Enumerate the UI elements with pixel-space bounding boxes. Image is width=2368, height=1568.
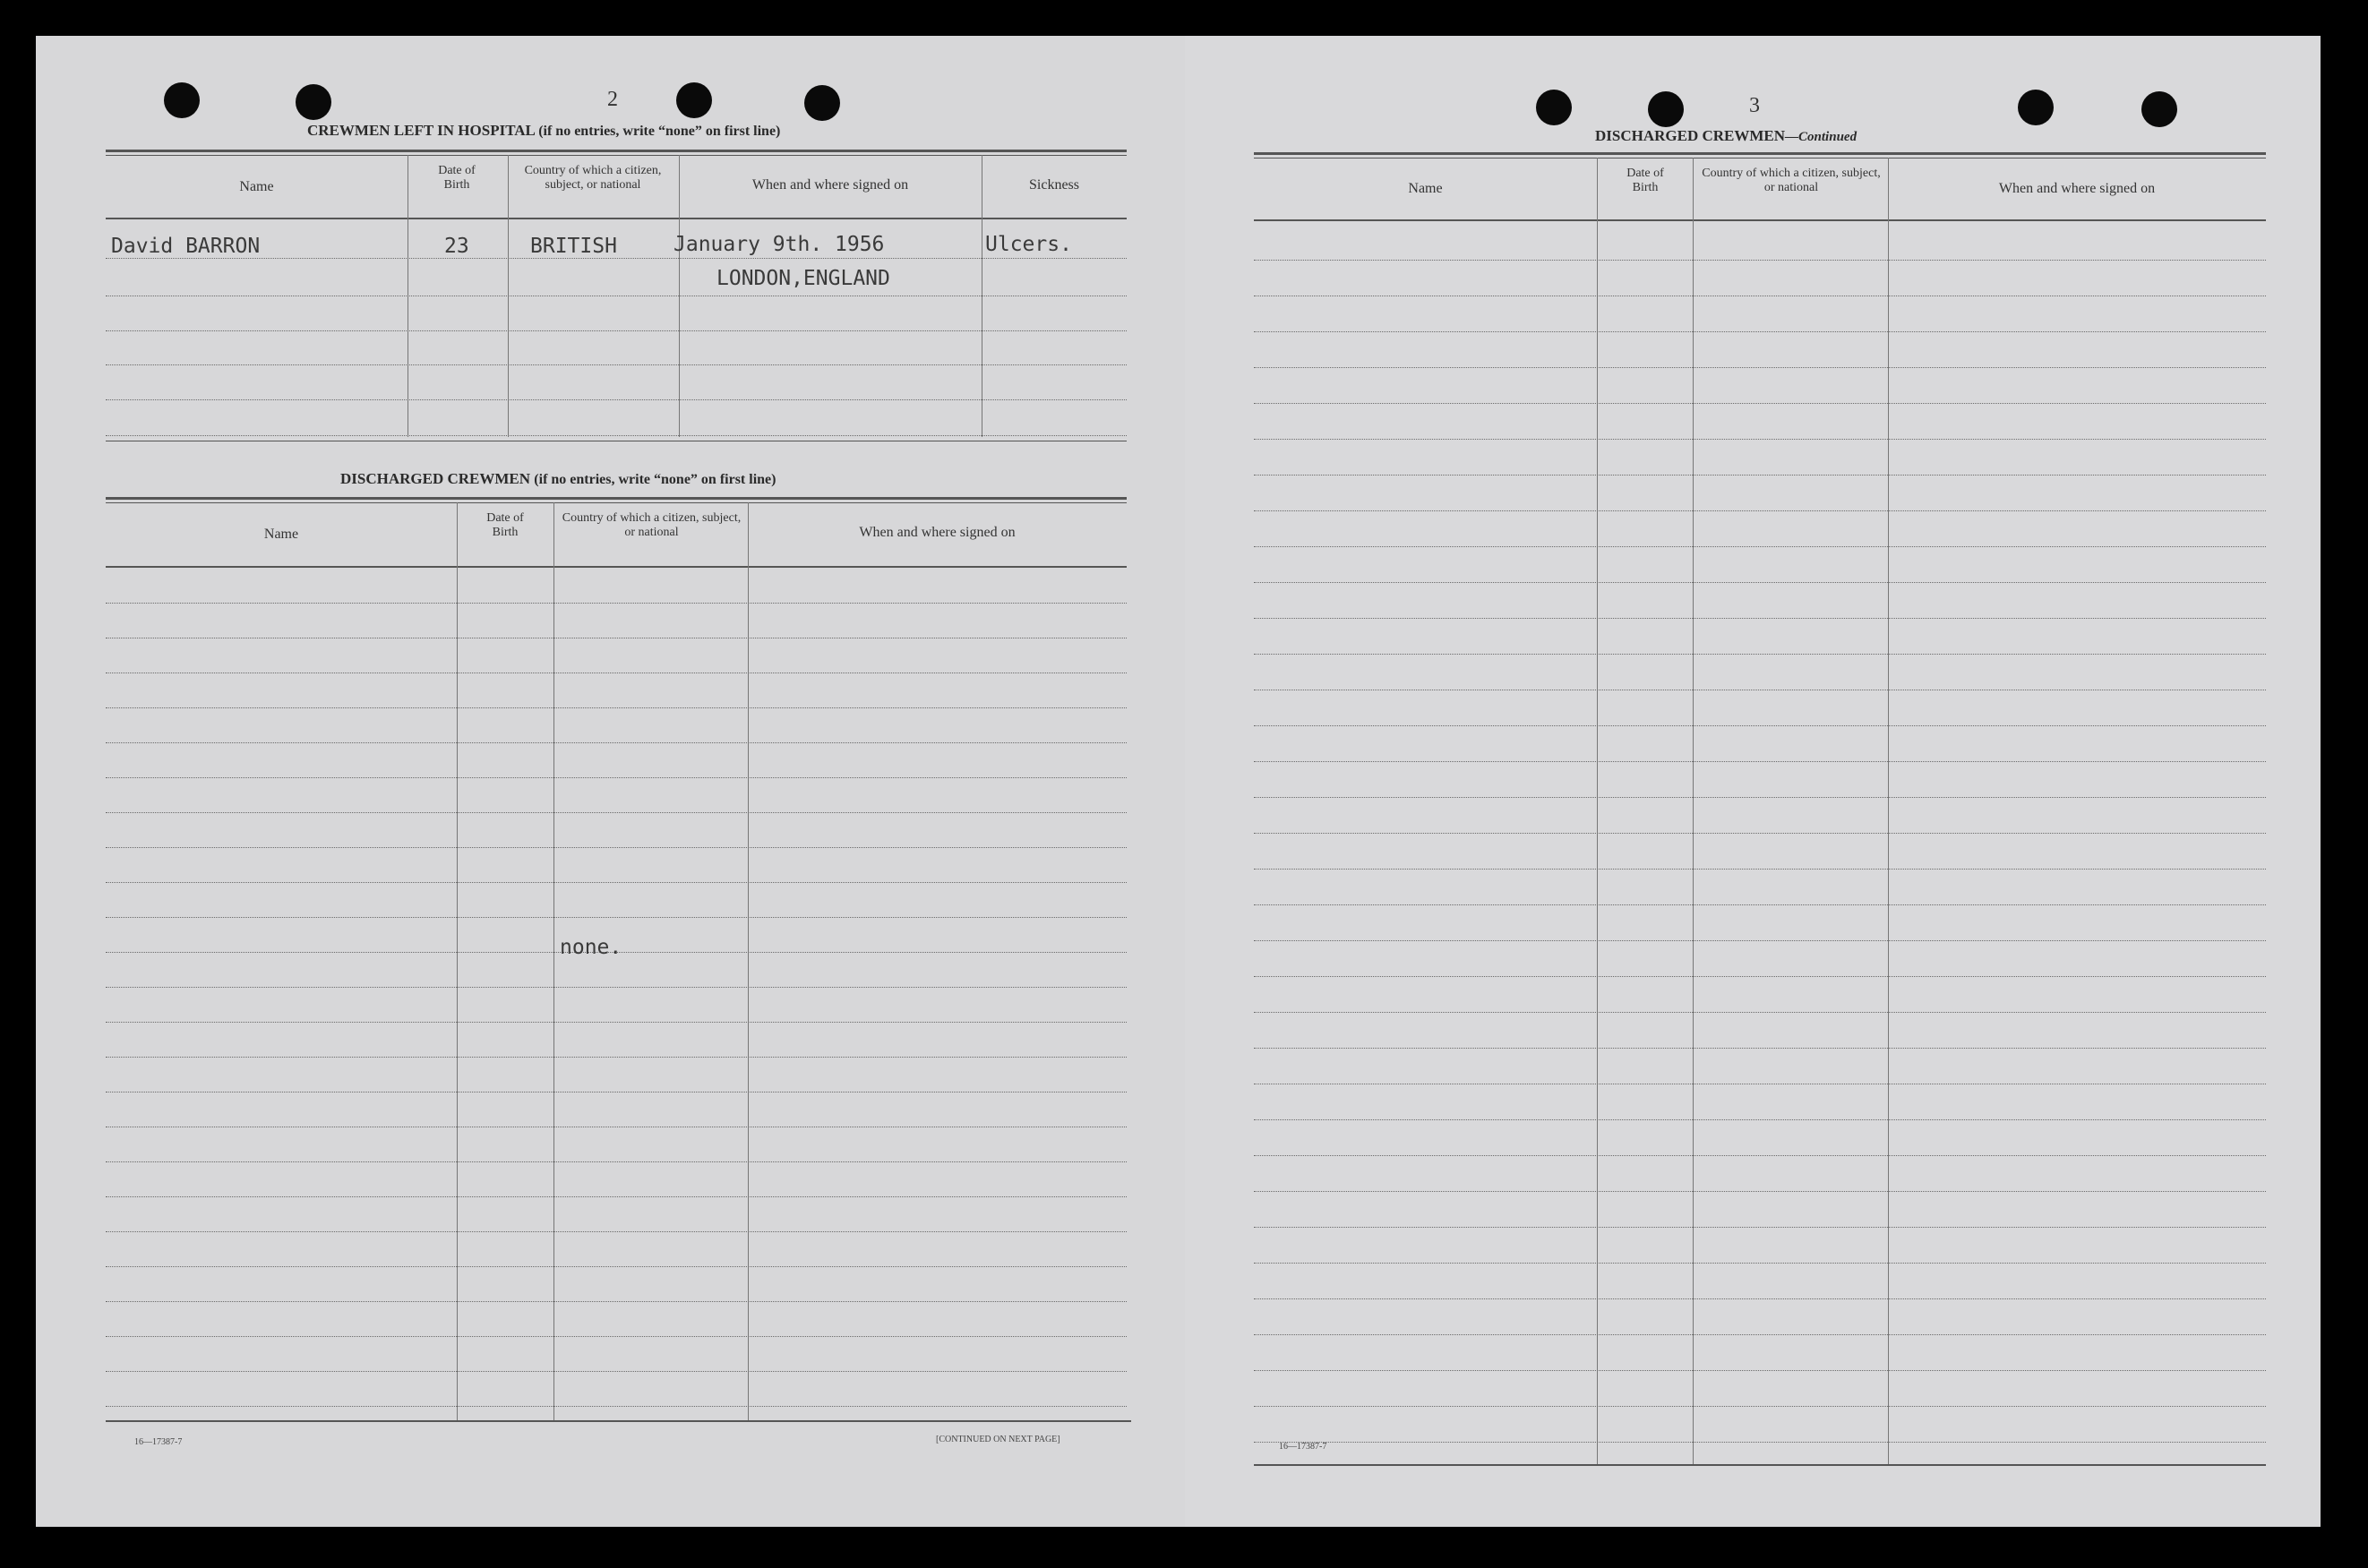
column-header-country: Country of which a citizen, subject, or national <box>562 511 742 539</box>
row-line <box>106 1161 1127 1162</box>
table-top-rule <box>1254 152 2266 155</box>
column-header-country: Country of which a citizen, subject, or national <box>1702 167 1881 194</box>
row-line <box>1254 1191 2266 1192</box>
row-line <box>1254 976 2266 977</box>
row-line <box>106 882 1127 883</box>
column-header-dob: Date of Birth <box>486 511 524 539</box>
left-page <box>36 36 1185 1527</box>
punch-hole <box>804 85 840 121</box>
discharged-title: DISCHARGED CREWMEN <box>1595 127 1786 144</box>
hospital-entry-dob: 23 <box>444 235 469 258</box>
row-line <box>1254 331 2266 332</box>
row-line <box>106 364 1127 365</box>
discharged-continued-title <box>1595 127 1857 145</box>
row-line <box>1254 582 2266 583</box>
hospital-entry-signed-date: January 9th. 1956 <box>674 233 885 256</box>
row-line <box>106 1196 1127 1197</box>
table-top-rule <box>106 155 1127 156</box>
column-divider <box>1597 158 1598 1465</box>
row-line <box>1254 654 2266 655</box>
row-line <box>1254 1263 2266 1264</box>
row-line <box>106 1301 1127 1302</box>
column-header-sickness: Sickness <box>1029 177 1079 193</box>
row-line <box>106 987 1127 988</box>
discharged-instruction: (if no entries, write “none” on first line) <box>534 472 776 487</box>
hospital-entry-sickness: Ulcers. <box>985 233 1072 256</box>
table-top-rule <box>1254 158 2266 159</box>
row-line <box>106 847 1127 848</box>
row-line <box>1254 1119 2266 1120</box>
column-header-name: Name <box>239 179 274 194</box>
hospital-section-title <box>307 122 780 140</box>
header-bottom-rule <box>106 218 1127 219</box>
punch-hole <box>2141 91 2177 127</box>
row-line <box>1254 761 2266 762</box>
row-line <box>1254 725 2266 726</box>
row-line <box>106 917 1127 918</box>
punch-hole <box>1648 91 1684 127</box>
page-number: 3 <box>1749 94 1760 117</box>
row-line <box>1254 1334 2266 1335</box>
page-number: 2 <box>607 88 618 111</box>
row-line <box>106 812 1127 813</box>
row-line <box>1254 1298 2266 1299</box>
hospital-title: CREWMEN LEFT IN HOSPITAL <box>307 122 535 139</box>
row-line <box>1254 1048 2266 1049</box>
column-header-name: Name <box>1408 181 1443 196</box>
row-line <box>106 399 1127 400</box>
row-line <box>1254 797 2266 798</box>
row-line <box>106 742 1127 743</box>
row-line <box>106 1371 1127 1372</box>
punch-hole <box>296 84 331 120</box>
row-line <box>1254 546 2266 547</box>
row-line <box>1254 1227 2266 1228</box>
form-number: 16—17387-7 <box>134 1437 183 1447</box>
row-line <box>1254 510 2266 511</box>
row-line <box>1254 1370 2266 1371</box>
hospital-entry-name: David BARRON <box>111 235 261 258</box>
row-line <box>1254 940 2266 941</box>
table-top-rule <box>106 150 1127 152</box>
row-line <box>1254 869 2266 870</box>
header-bottom-rule <box>1254 219 2266 221</box>
row-line <box>1254 833 2266 834</box>
row-line <box>106 603 1127 604</box>
right-page <box>1185 36 2321 1527</box>
row-line <box>106 1336 1127 1337</box>
row-line <box>106 1022 1127 1023</box>
continued-label: —Continued <box>1785 130 1858 144</box>
row-line <box>1254 1406 2266 1407</box>
column-header-signed: When and where signed on <box>859 525 1016 540</box>
row-line <box>1254 618 2266 619</box>
row-line <box>1254 367 2266 368</box>
punch-hole <box>2018 90 2054 125</box>
hospital-instruction: (if no entries, write “none” on first line) <box>538 124 781 139</box>
row-line <box>1254 475 2266 476</box>
column-divider <box>457 502 458 1420</box>
column-divider <box>1693 158 1694 1465</box>
column-header-dob: Date of Birth <box>1626 167 1664 194</box>
row-line <box>106 258 1127 259</box>
punch-hole <box>164 82 200 118</box>
column-header-dob: Date of Birth <box>438 164 476 192</box>
row-line <box>1254 260 2266 261</box>
row-line <box>106 1266 1127 1267</box>
column-header-country: Country of which a citizen, subject, or national <box>524 164 662 192</box>
discharged-title: DISCHARGED CREWMEN <box>340 470 531 487</box>
form-number: 16—17387-7 <box>1279 1442 1327 1452</box>
row-line <box>106 1406 1127 1407</box>
column-header-signed: When and where signed on <box>1998 181 2156 196</box>
hospital-entry-signed-place: LONDON,ENGLAND <box>716 267 890 290</box>
table-top-rule <box>106 497 1127 500</box>
punch-hole <box>1536 90 1572 125</box>
table-bottom-rule <box>106 1420 1131 1422</box>
header-bottom-rule <box>106 566 1127 568</box>
column-divider <box>1888 158 1889 1465</box>
column-header-name: Name <box>263 527 299 542</box>
row-line <box>106 707 1127 708</box>
table-top-rule <box>106 502 1127 503</box>
row-line <box>106 330 1127 331</box>
column-divider <box>553 502 554 1420</box>
hospital-entry-country: BRITISH <box>530 235 617 258</box>
row-line <box>1254 1012 2266 1013</box>
row-line <box>1254 403 2266 404</box>
row-line <box>1254 1155 2266 1156</box>
row-line <box>1254 904 2266 905</box>
punch-hole <box>676 82 712 118</box>
discharged-entry-note: none. <box>560 936 622 959</box>
row-line <box>1254 1442 2266 1443</box>
row-line <box>106 1231 1127 1232</box>
row-line <box>106 435 1127 436</box>
table-bottom-rule <box>1254 1464 2266 1466</box>
continued-note: [CONTINUED ON NEXT PAGE] <box>936 1435 1060 1444</box>
row-line <box>106 777 1127 778</box>
discharged-section-title <box>340 470 776 488</box>
column-divider <box>748 502 749 1420</box>
column-header-signed: When and where signed on <box>751 177 909 193</box>
row-line <box>106 1057 1127 1058</box>
row-line <box>1254 439 2266 440</box>
